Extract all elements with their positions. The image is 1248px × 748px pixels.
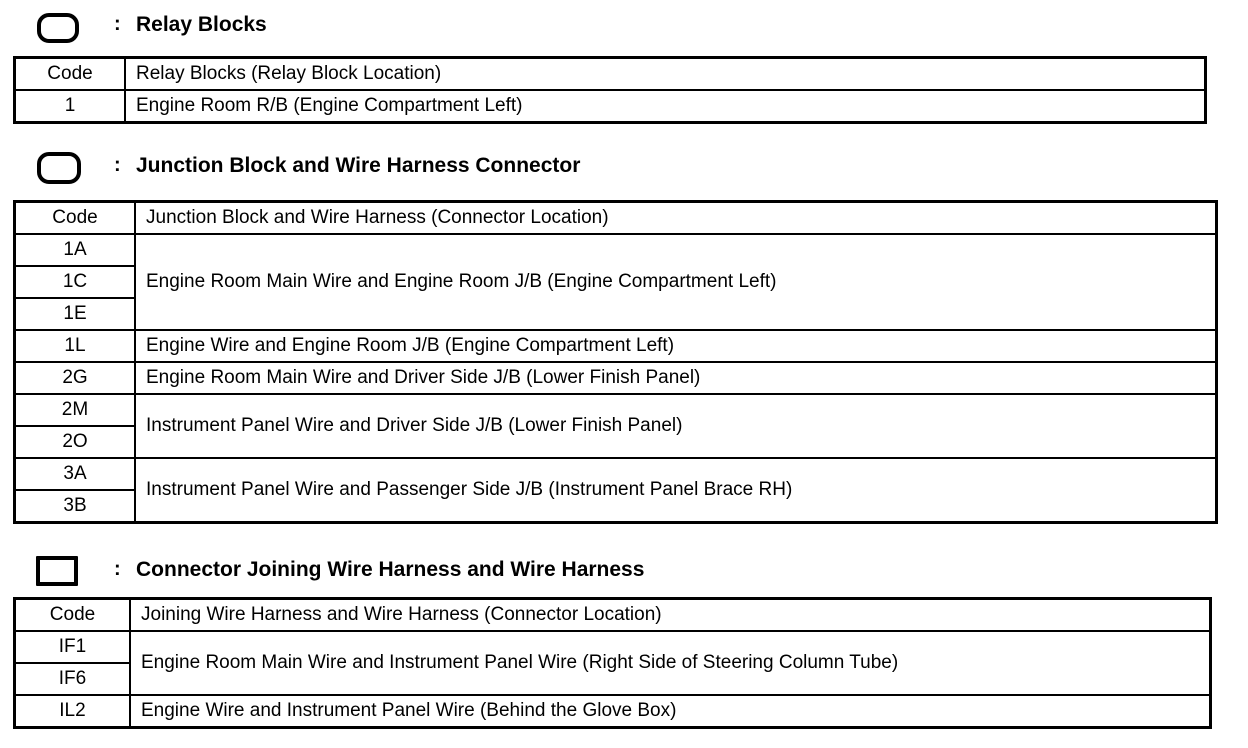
header-code: Code: [15, 58, 126, 91]
header-description: Relay Blocks (Relay Block Location): [125, 58, 1206, 91]
row-code: 2G: [15, 362, 136, 394]
table-row: [15, 90, 1206, 123]
row-code: 1A: [15, 234, 136, 266]
colon: :: [114, 154, 121, 176]
rounded-symbol-icon: [37, 13, 79, 43]
section-title: Connector Joining Wire Harness and Wire Harness: [136, 558, 645, 581]
row-code: 3A: [15, 458, 136, 490]
table-row: [15, 330, 1217, 362]
row-code: 2O: [15, 426, 136, 458]
header-description: Junction Block and Wire Harness (Connector Location): [135, 202, 1217, 235]
junction-block-table: [13, 200, 1218, 524]
row-code: IF1: [15, 631, 131, 663]
row-description: Engine Wire and Engine Room J/B (Engine Compartment Left): [135, 330, 1217, 362]
row-code: 2M: [15, 394, 136, 426]
colon: :: [114, 558, 121, 580]
row-code: 1C: [15, 266, 136, 298]
colon: :: [114, 13, 121, 35]
row-description: Instrument Panel Wire and Passenger Side J/B (Instrument Panel Brace RH): [135, 458, 1217, 523]
table-row: [15, 695, 1211, 728]
row-description: Engine Room Main Wire and Engine Room J/B (Engine Compartment Left): [135, 234, 1217, 330]
rectangle-symbol-icon: [36, 556, 78, 586]
relay-blocks-table: [13, 56, 1207, 124]
row-description: Engine Room R/B (Engine Compartment Left): [125, 90, 1206, 123]
row-code: IL2: [15, 695, 131, 728]
row-code: IF6: [15, 663, 131, 695]
section-title: Junction Block and Wire Harness Connector: [136, 154, 581, 177]
row-description: Instrument Panel Wire and Driver Side J/B (Lower Finish Panel): [135, 394, 1217, 458]
section-title: Relay Blocks: [136, 13, 267, 36]
connector-joining-table: [13, 597, 1212, 729]
table-row: [15, 458, 1217, 490]
header-description: Joining Wire Harness and Wire Harness (Connector Location): [130, 599, 1211, 632]
table-header-row: [15, 599, 1211, 632]
table-header-row: [15, 202, 1217, 235]
row-code: 1: [15, 90, 126, 123]
table-row: [15, 394, 1217, 426]
header-code: Code: [15, 202, 136, 235]
row-code: 3B: [15, 490, 136, 523]
row-description: Engine Room Main Wire and Instrument Panel Wire (Right Side of Steering Column Tube): [130, 631, 1211, 695]
table-row: [15, 362, 1217, 394]
header-code: Code: [15, 599, 131, 632]
table-row: [15, 631, 1211, 663]
row-description: Engine Room Main Wire and Driver Side J/B (Lower Finish Panel): [135, 362, 1217, 394]
row-code: 1L: [15, 330, 136, 362]
table-row: [15, 234, 1217, 266]
row-code: 1E: [15, 298, 136, 330]
rounded-symbol-icon: [37, 152, 81, 184]
table-header-row: [15, 58, 1206, 91]
row-description: Engine Wire and Instrument Panel Wire (Behind the Glove Box): [130, 695, 1211, 728]
